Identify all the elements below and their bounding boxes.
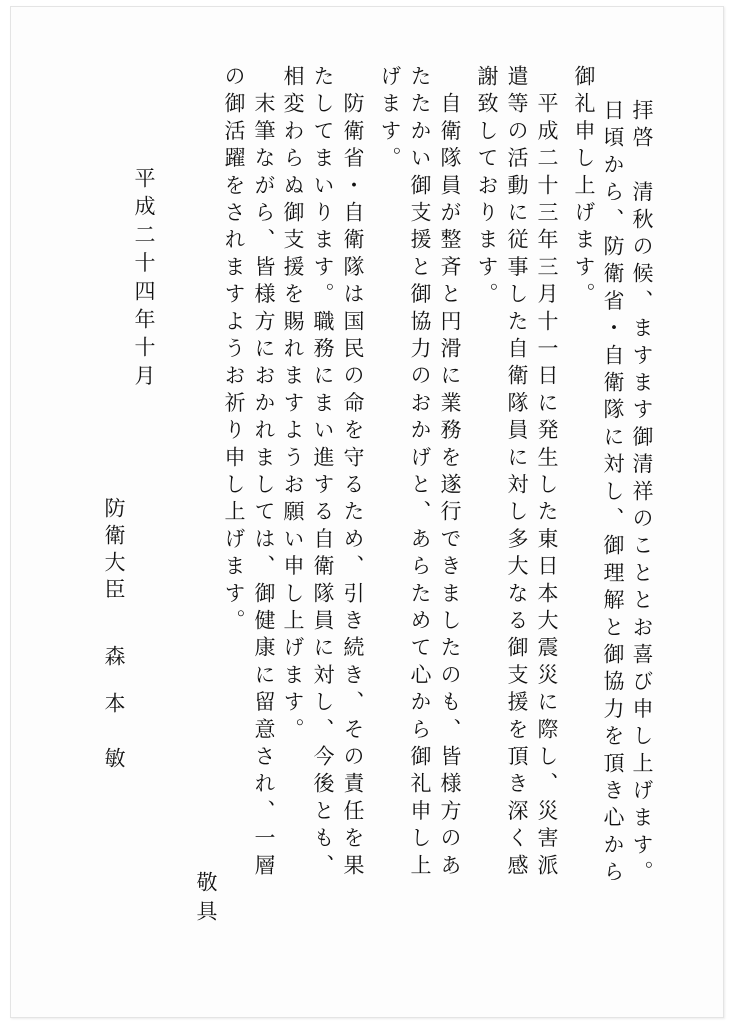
letter-line-9: げます。	[378, 65, 402, 174]
letter-line-14: の御活躍をされますようお祈り申し上げます。	[222, 65, 246, 637]
signature-given-name: 敏	[102, 747, 126, 774]
letter-line-5: 遣等の活動に従事した自衛隊員に対し多大なる御支援を頂き深く感	[505, 65, 529, 881]
letter-line-6: 謝致しております。	[475, 65, 499, 310]
closing-text: 敬具	[194, 871, 218, 929]
letter-line-2: 日頃から、防衛省・自衛隊に対し、御理解と御協力を頂き心から	[601, 99, 625, 888]
signature-surname: 森本	[102, 645, 126, 739]
letter-line-1: 拝啓 清秋の候、ますます御清祥のこととお喜び申し上げます。	[630, 99, 654, 888]
letter-date: 平成二十四年十月	[132, 167, 156, 393]
letter-line-11: たしてまいります。職務にまい進する自衛隊員に対し、今後とも、	[311, 65, 335, 881]
letter-line-7: 自衛隊員が整斉と円滑に業務を遂行できましたのも、皆様方のあ	[438, 65, 462, 881]
letter-line-4: 平成二十三年三月十一日に発生した東日本大震災に際し、災害派	[535, 65, 559, 881]
signature-title: 防衛大臣	[102, 497, 126, 605]
letter-line-10: 防衛省・自衛隊は国民の命を守るため、引き続き、その責任を果	[341, 65, 365, 881]
letter-page	[10, 6, 724, 1018]
letter-line-13: 末筆ながら、皆様方におかれましては、御健康に留意され、一層	[252, 65, 276, 881]
letter-line-3: 御礼申し上げます。	[572, 65, 596, 310]
letter-line-12: 相変わらぬ御支援を賜れますようお願い申し上げます。	[281, 65, 305, 745]
letter-line-8: たたかい御支援と御協力のおかげと、あらためて心から御礼申し上	[408, 65, 432, 881]
